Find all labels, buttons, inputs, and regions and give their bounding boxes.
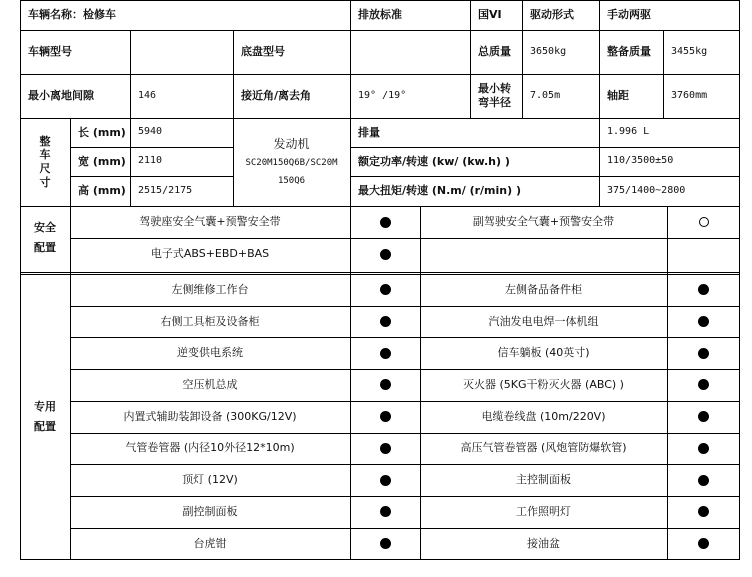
feature-mark [350,369,420,401]
feature-label: 左侧维修工作台 [171,282,249,296]
displacement-value: 1.996 L [607,126,650,138]
clearance-value: 146 [138,89,157,101]
height-value: 2515/2175 [138,184,193,196]
gross-weight-value: 3650kg [530,45,567,57]
power-value: 110/3500±50 [607,155,674,167]
feature-mark-2 [667,306,740,338]
feature-label-2: 汽油发电电焊一体机组 [488,314,599,328]
dims-group-label: 整 车 尺 寸 [39,134,51,189]
filled-circle-icon [380,316,391,327]
engine-value-2: 150Q6 [277,175,306,186]
wheelbase-label: 轴距 [607,89,629,103]
feature-mark [350,306,420,338]
filled-circle-icon [380,411,391,422]
length-value: 5940 [138,126,163,138]
displacement-label: 排量 [358,125,380,139]
feature-mark-2 [667,528,740,560]
feature-mark-2 [667,238,740,270]
filled-circle-icon [698,411,709,422]
chassis-value [350,30,470,74]
feature-label: 内置式辅助装卸设备 (300KG/12V) [123,409,297,423]
feature-label: 电子式ABS+EBD+BAS [150,247,270,261]
feature-label: 空压机总成 [182,378,238,392]
filled-circle-icon [698,443,709,454]
length-label: 长 (mm) [78,125,126,139]
angle-value: 19° /19° [358,89,407,101]
feature-mark [350,238,420,270]
feature-mark-2 [667,274,740,306]
power-label: 额定功率/转速 (kw/ (kw.h) ) [358,154,510,168]
filled-circle-icon [698,348,709,359]
model-label: 车辆型号 [28,45,72,59]
feature-label-2: 高压气管卷管器 (风炮管防爆软管) [460,441,627,455]
feature-label: 驾驶座安全气囊+预警安全带 [139,215,281,229]
curb-weight-label: 整备质量 [607,45,651,59]
filled-circle-icon [380,217,391,228]
filled-circle-icon [380,506,391,517]
gross-weight-label: 总质量 [478,45,511,59]
feature-mark [350,337,420,369]
engine-cell [233,118,350,206]
feature-mark [350,464,420,496]
feature-mark [350,401,420,433]
engine-value-1: SC20M150Q6B/SC20M [245,158,338,169]
curb-weight-value: 3455kg [671,45,708,57]
turn-radius-label: 最小转 弯半径 [478,82,511,109]
emission-label: 排放标准 [358,8,402,22]
feature-mark [350,528,420,560]
feature-label-2: 副驾驶安全气囊+预警安全带 [472,215,615,229]
feature-mark-2 [667,206,740,238]
feature-label-2 [420,238,667,270]
open-circle-icon [699,217,709,227]
feature-label-2: 接油盆 [527,536,560,550]
filled-circle-icon [698,538,709,549]
feature-mark-2 [667,337,740,369]
filled-circle-icon [698,379,709,390]
feature-label: 右侧工具柜及设备柜 [160,314,260,328]
chassis-label: 底盘型号 [241,45,285,59]
width-label: 宽 (mm) [78,154,126,168]
filled-circle-icon [698,316,709,327]
feature-label-2: 主控制面板 [516,473,571,487]
filled-circle-icon [380,348,391,359]
clearance-label: 最小离地间隙 [28,89,94,103]
torque-value: 375/1400~2800 [607,184,686,196]
feature-mark-2 [667,401,740,433]
torque-label: 最大扭矩/转速 (N.m/ (r/min) ) [358,184,521,198]
feature-mark-2 [667,433,740,465]
turn-radius-value: 7.05m [530,89,561,101]
feature-label: 气管卷管器 (内径10外径12*10m) [125,441,295,455]
feature-label-2: 信车躺板 (40英寸) [497,346,590,360]
height-label: 高 (mm) [78,184,126,198]
feature-label-2: 工作照明灯 [516,504,571,518]
spec-table [20,0,740,560]
feature-mark [350,274,420,306]
feature-mark-2 [667,369,740,401]
feature-label: 顶灯 (12V) [182,473,238,487]
drive-label: 驱动形式 [530,8,574,22]
feature-label: 台虎钳 [193,536,227,550]
filled-circle-icon [380,443,391,454]
emission-value: 国VI [478,8,502,22]
feature-label-2: 电缆卷线盘 (10m/220V) [481,409,606,423]
filled-circle-icon [380,249,391,260]
feature-label-2: 灭火器 (5KG干粉灭火器 (ABC) ) [463,378,624,392]
filled-circle-icon [380,284,391,295]
model-value [130,30,233,74]
vehicle-name: 车辆名称：检修车 [28,8,116,22]
filled-circle-icon [380,475,391,486]
feature-mark [350,433,420,465]
angle-label: 接近角/离去角 [241,89,312,103]
feature-label: 逆变供电系统 [177,346,243,360]
wheelbase-value: 3760mm [671,89,708,101]
special-group-label: 专用 配置 [34,400,56,433]
engine-label: 发动机 [273,137,310,152]
feature-mark [350,496,420,528]
feature-label-2: 左侧备品备件柜 [505,282,582,296]
width-value: 2110 [138,155,163,167]
filled-circle-icon [380,379,391,390]
safety-group-label: 安全 配置 [34,221,56,254]
filled-circle-icon [698,506,709,517]
feature-label: 副控制面板 [182,504,238,518]
filled-circle-icon [698,475,709,486]
drive-value: 手动两驱 [607,8,651,22]
filled-circle-icon [698,284,709,295]
feature-mark-2 [667,496,740,528]
filled-circle-icon [380,538,391,549]
feature-mark-2 [667,464,740,496]
feature-mark [350,206,420,238]
